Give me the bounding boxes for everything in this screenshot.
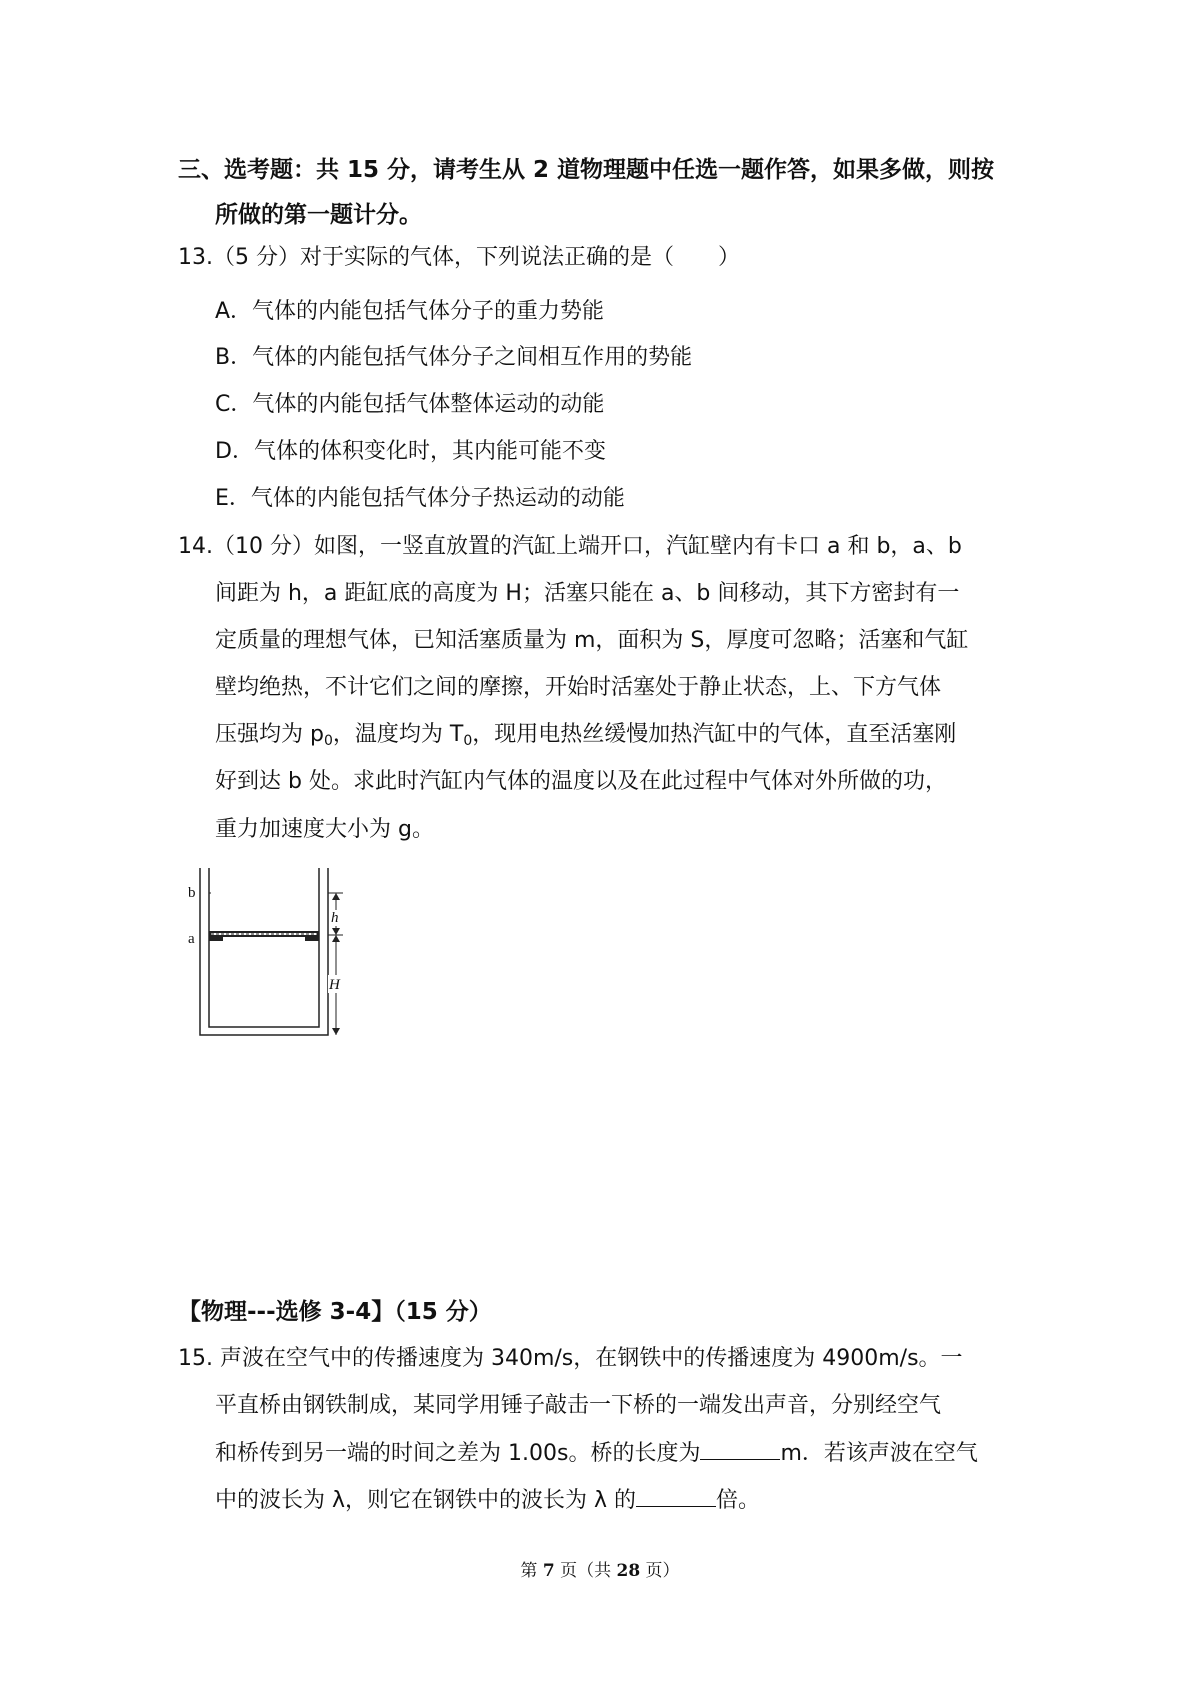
q15-line1: 15. 声波在空气中的传播速度为 340m/s，在钢铁中的传播速度为 4900m/s。一 [178,1346,963,1371]
q13-option-e: E．气体的内能包括气体分子热运动的动能 [215,486,625,511]
q14-line1: 14.（10 分）如图，一竖直放置的汽缸上端开口，汽缸壁内有卡口 a 和 b，a、b [178,534,962,559]
q14-line7: 重力加速度大小为 g。 [215,817,434,842]
q15-line2: 平直桥由钢铁制成，某同学用锤子敲击一下桥的一端发出声音，分别经空气 [215,1393,942,1418]
section-heading-line1: 三、选考题：共 15 分，请考生从 2 道物理题中任选一题作答，如果多做，则按 [178,157,995,183]
q14-line4: 壁均绝热，不计它们之间的摩擦，开始时活塞处于静止状态，上、下方气体 [215,675,942,700]
q14-line3: 定质量的理想气体，已知活塞质量为 m，面积为 S，厚度可忽略；活塞和气缸 [215,628,969,653]
label-a: a [188,931,195,947]
label-b: b [188,885,196,901]
label-h: h [331,910,339,926]
page-footer: 第 7 页（共 28 页） [520,1561,680,1581]
q13-option-a: A．气体的内能包括气体分子的重力势能 [215,299,605,324]
q14-line5: 压强均为 $p_0$，温度均为 $T_0$，现用电热丝缓慢加热汽缸中的气体，直至活塞刚 [215,722,957,749]
answer-blank-ratio[interactable] [636,1484,716,1507]
q13-option-d: D．气体的体积变化时，其内能可能不变 [215,439,606,464]
q15-line4: 中的波长为 λ，则它在钢铁中的波长为 λ 的 倍。 [215,1484,760,1517]
label-H: H [329,977,340,993]
q14-line6: 好到达 b 处。求此时汽缸内气体的温度以及在此过程中气体对外所做的功， [215,769,947,794]
q13-option-c: C．气体的内能包括气体整体运动的动能 [215,392,605,417]
section34-heading: 【物理---选修 3-4】（15 分） [178,1299,492,1325]
q13-option-b: B．气体的内能包括气体分子之间相互作用的势能 [215,345,693,370]
answer-blank-length[interactable] [700,1437,780,1460]
q14-line2: 间距为 h，a 距缸底的高度为 H；活塞只能在 a、b 间移动，其下方密封有一 [215,581,960,606]
q13-stem: 13.（5 分）对于实际的气体，下列说法正确的是（ ） [178,245,740,270]
q15-line3: 和桥传到另一端的时间之差为 1.00s。桥的长度为 m．若该声波在空气 [215,1437,978,1470]
cylinder-figure [178,860,378,1049]
section-heading-line2: 所做的第一题计分。 [215,202,422,228]
